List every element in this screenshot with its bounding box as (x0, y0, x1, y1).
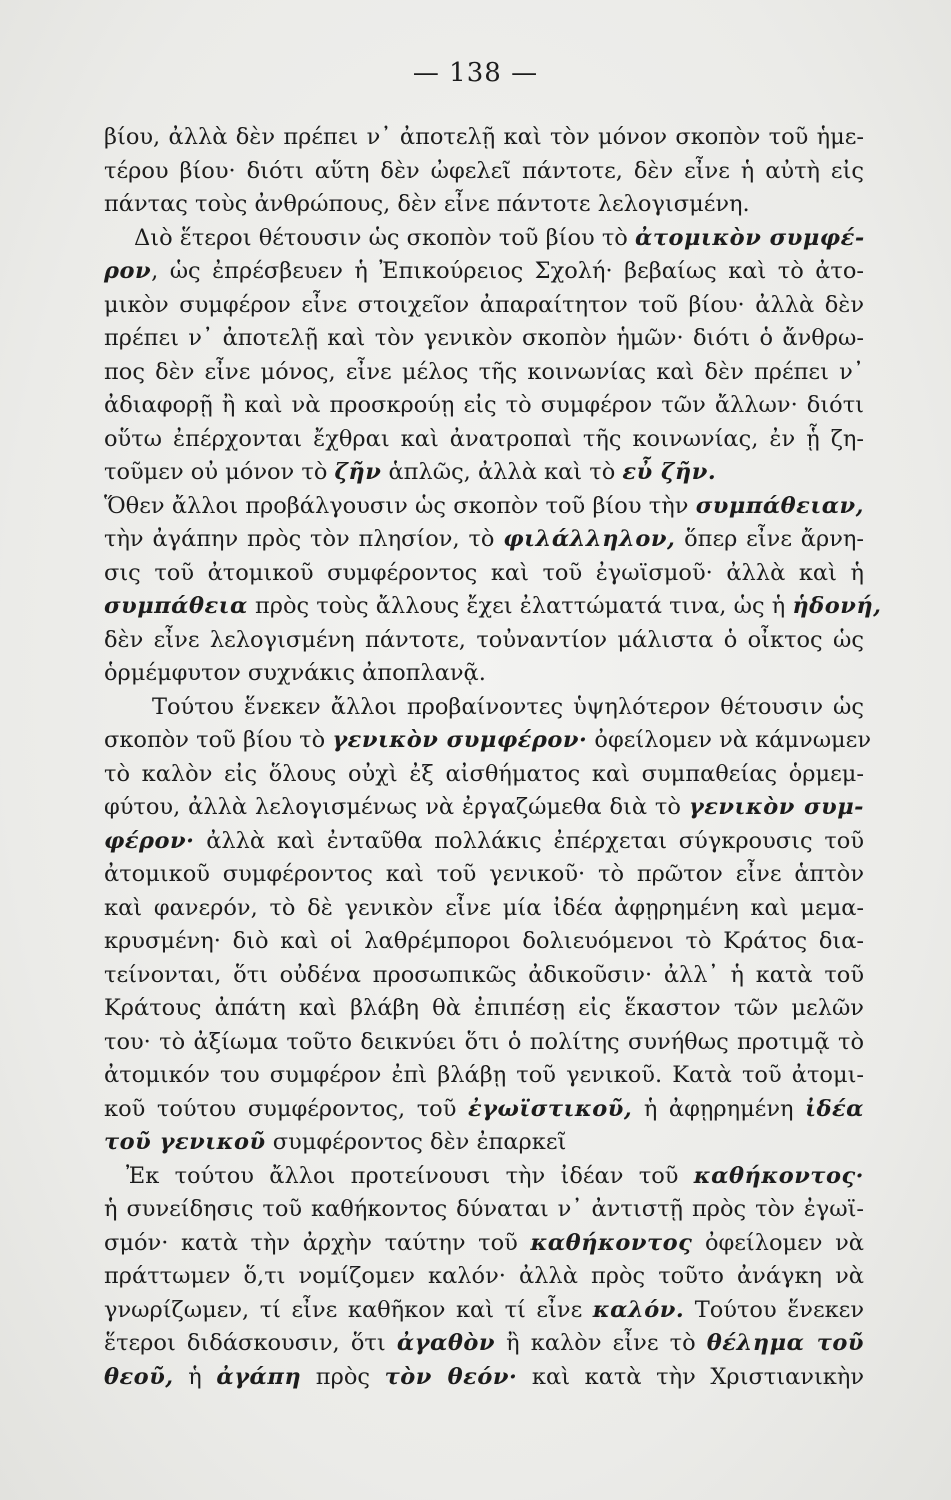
text-line: τέρου βίου· διότι αὕτη δὲν ὠφελεῖ πάντοτε, δὲν εἶνε ἡ αὐτὴ εἰς (104, 157, 864, 184)
emphasized-term: φέρον· (104, 827, 195, 854)
text-line: τὸ καλὸν εἰς ὅλους οὐχὶ ἐξ αἰσθήματος καὶ συμπαθείας ὁρμεμ- (104, 760, 864, 787)
text-line (104, 1294, 864, 1328)
text-line (104, 456, 864, 490)
text-line (104, 1160, 864, 1194)
text-line: κρυσμένη· διὸ καὶ οἱ λαθρέμποροι δολιευόμενοι τὸ Κράτος δια- (104, 928, 864, 954)
text-line (104, 523, 864, 557)
text-run: ἢ καλὸν εἶνε τὸ (494, 1330, 707, 1356)
text-line: Κράτους ἀπάτη καὶ βλάβη θὰ ἐπιπέσῃ εἰς ἕκαστον τῶν μελῶν (104, 995, 864, 1021)
text-line: καὶ φανερόν, τὸ δὲ γενικὸν εἶνε μία ἰδέα ἀφῃρημένη καὶ μεμα- (104, 894, 864, 921)
text-run: Ἐκ τούτου ἄλλοι προτείνουσι τὴν ἰδέαν τοῦ (126, 1162, 694, 1189)
text-run: πρὸς τοὺς ἄλλους ἔχει ἐλαττώματά τινα, ὡς ἡ (247, 593, 793, 619)
emphasized-term: ἐγωϊστικοῦ, (467, 1095, 633, 1122)
text-line (104, 490, 864, 524)
text-line (104, 1227, 864, 1261)
text-run: ἡ (173, 1363, 217, 1390)
page-body-text (104, 121, 882, 1394)
emphasized-term: ζῆν (334, 459, 382, 485)
text-line (104, 1126, 864, 1160)
text-run: κοῦ τούτου συμφέροντος, τοῦ (104, 1095, 468, 1122)
emphasized-term: συμπάθειαν, (695, 492, 864, 519)
text-run: ἕτεροι διδάσκουσιν, ὅτι (104, 1330, 397, 1356)
text-run: καὶ κατὰ τὴν Χριστιανικὴν (517, 1363, 864, 1390)
text-line: πράττωμεν ὅ,τι νομίζομεν καλόν· ἀλλὰ πρὸς τοῦτο ἀνάγκη νὰ (104, 1263, 864, 1289)
emphasized-term: καλόν. (592, 1296, 685, 1323)
emphasized-term: ἀτομικὸν συμφέ- (635, 224, 865, 251)
emphasized-term: ρον (104, 258, 152, 284)
emphasized-term: ἀγάπη (216, 1363, 302, 1390)
emphasized-term: καθήκοντος· (693, 1162, 864, 1189)
text-run: , ὡς ἐπρέσβευεν ἡ Ἐπικούρειος Σχολή· βεβαίως καὶ τὸ ἀτο- (151, 258, 864, 284)
text-line (104, 255, 864, 289)
text-line: πάντας τοὺς ἀνθρώπους, δὲν εἶνε πάντοτε λελογισμένη. (104, 191, 750, 217)
text-run: συμφέροντος δὲν ἐπαρκεῖ (265, 1129, 567, 1155)
text-line (104, 222, 864, 256)
text-run: Τούτου ἕνεκεν (684, 1296, 864, 1323)
text-run: τὴν ἀγάπην πρὸς τὸν πλησίον, τὸ (104, 526, 504, 552)
text-run: ὀφείλομεν νὰ κάμνωμεν (587, 727, 872, 753)
text-line (104, 1093, 864, 1127)
text-line (104, 724, 872, 758)
text-line: δὲν εἶνε λελογισμένη πάντοτε, τοὐναντίον μάλιστα ὁ οἶκτος ὡς (104, 626, 864, 653)
text-line (104, 825, 864, 859)
emphasized-term: γενικὸν συμφέρον· (332, 727, 588, 753)
text-line (104, 1327, 864, 1361)
emphasized-term: τὸν θεόν· (384, 1363, 518, 1390)
emphasized-term: τοῦ γενικοῦ (104, 1129, 266, 1155)
emphasized-term: θεοῦ, (104, 1363, 174, 1390)
text-line: ἡ συνείδησις τοῦ καθήκοντος δύναται ν᾽ ἀντιστῇ πρὸς τὸν ἐγωϊ- (104, 1196, 864, 1222)
emphasized-term: συμπάθεια (104, 593, 248, 619)
text-line: πρέπει ν᾽ ἀποτελῇ καὶ τὸν γενικὸν σκοπὸν ἡμῶν· διότι ὁ ἄνθρω- (104, 325, 864, 351)
text-run: Ὅθεν ἄλλοι προβάλγουσιν ὡς σκοπὸν τοῦ βίου τὴν (104, 492, 696, 519)
text-run: ὅπερ εἶνε ἄρνη- (675, 526, 864, 552)
text-run: τοῦμεν οὐ μόνον τὸ (104, 459, 335, 485)
emphasized-term: ἰδέα (805, 1095, 864, 1122)
emphasized-term: εὖ ζῆν. (622, 459, 717, 485)
text-line: πος δὲν εἶνε μόνος, εἶνε μέλος τῆς κοινωνίας καὶ δὲν πρέπει ν᾽ (104, 358, 864, 385)
emphasized-term: καθήκοντος (530, 1229, 693, 1256)
text-line (104, 1361, 864, 1395)
emphasized-term: φιλάλληλον, (503, 526, 676, 552)
text-line: Τούτου ἕνεκεν ἄλλοι προβαίνοντες ὑψηλότερον θέτουσιν ὡς (152, 693, 864, 720)
text-line: ἀτομικοῦ συμφέροντος καὶ τοῦ γενικοῦ· τὸ πρῶτον εἶνε ἁπτὸν (104, 861, 864, 887)
page-number: — 138 — (412, 58, 539, 88)
text-line: βίου, ἀλλὰ δὲν πρέπει ν᾽ ἀποτελῇ καὶ τὸν μόνον σκοπὸν τοῦ ἡμε- (104, 124, 864, 150)
text-run: γνωρίζωμεν, τί εἶνε καθῆκον καὶ τί εἶνε (104, 1296, 593, 1323)
text-run: φύτου, ἀλλὰ λελογισμένως νὰ ἐργαζώμεθα διὰ τὸ (104, 794, 689, 820)
text-run: σκοπὸν τοῦ βίου τὸ (104, 727, 333, 753)
text-run: ἀλλὰ καὶ ἐνταῦθα πολλάκις ἐπέρχεται σύγκρουσις τοῦ (194, 827, 864, 854)
text-line: ἀτομικόν του συμφέρον ἐπὶ βλάβῃ τοῦ γενικοῦ. Κατὰ τοῦ ἀτομι- (104, 1062, 864, 1088)
text-line (104, 791, 864, 825)
text-line: ὁρμέμφυτον συχνάκις ἀποπλανᾷ. (104, 660, 486, 686)
text-line: οὕτω ἐπέρχονται ἔχθραι καὶ ἀνατροπαὶ τῆς κοινωνίας, ἐν ᾗ ζη- (104, 425, 864, 452)
emphasized-term: γενικὸν συμ- (688, 794, 865, 820)
text-run: ὀφείλομεν νὰ (692, 1229, 864, 1256)
text-run: σμόν· κατὰ τὴν ἀρχὴν ταύτην τοῦ (104, 1229, 531, 1256)
text-run: ἡ ἀφῃρημένη (632, 1095, 806, 1122)
text-run: Διὸ ἕτεροι θέτουσιν ὡς σκοπὸν τοῦ βίου τὸ (134, 224, 635, 251)
text-line: του· τὸ ἀξίωμα τοῦτο δεικνύει ὅτι ὁ πολίτης συνήθως προτιμᾷ τὸ (104, 1028, 864, 1055)
emphasized-term: ἡδονή, (792, 593, 882, 619)
text-line (104, 590, 882, 624)
text-run: ἁπλῶς, ἀλλὰ καὶ τὸ (381, 459, 623, 485)
emphasized-term: ἀγαθὸν (396, 1330, 495, 1356)
text-line: σις τοῦ ἀτομικοῦ συμφέροντος καὶ τοῦ ἐγωϊσμοῦ· ἀλλὰ καὶ ἡ (104, 559, 864, 586)
emphasized-term: θέλημα τοῦ (706, 1330, 865, 1356)
text-line: μικὸν συμφέρον εἶνε στοιχεῖον ἀπαραίτητον τοῦ βίου· ἀλλὰ δὲν (104, 291, 864, 318)
text-line: ἀδιαφορῇ ἢ καὶ νὰ προσκρούῃ εἰς τὸ συμφέρον τῶν ἄλλων· διότι (104, 392, 864, 418)
text-line: τείνονται, ὅτι οὐδένα προσωπικῶς ἀδικοῦσιν· ἀλλ᾽ ἡ κατὰ τοῦ (104, 961, 864, 988)
text-run: πρὸς (301, 1363, 385, 1390)
